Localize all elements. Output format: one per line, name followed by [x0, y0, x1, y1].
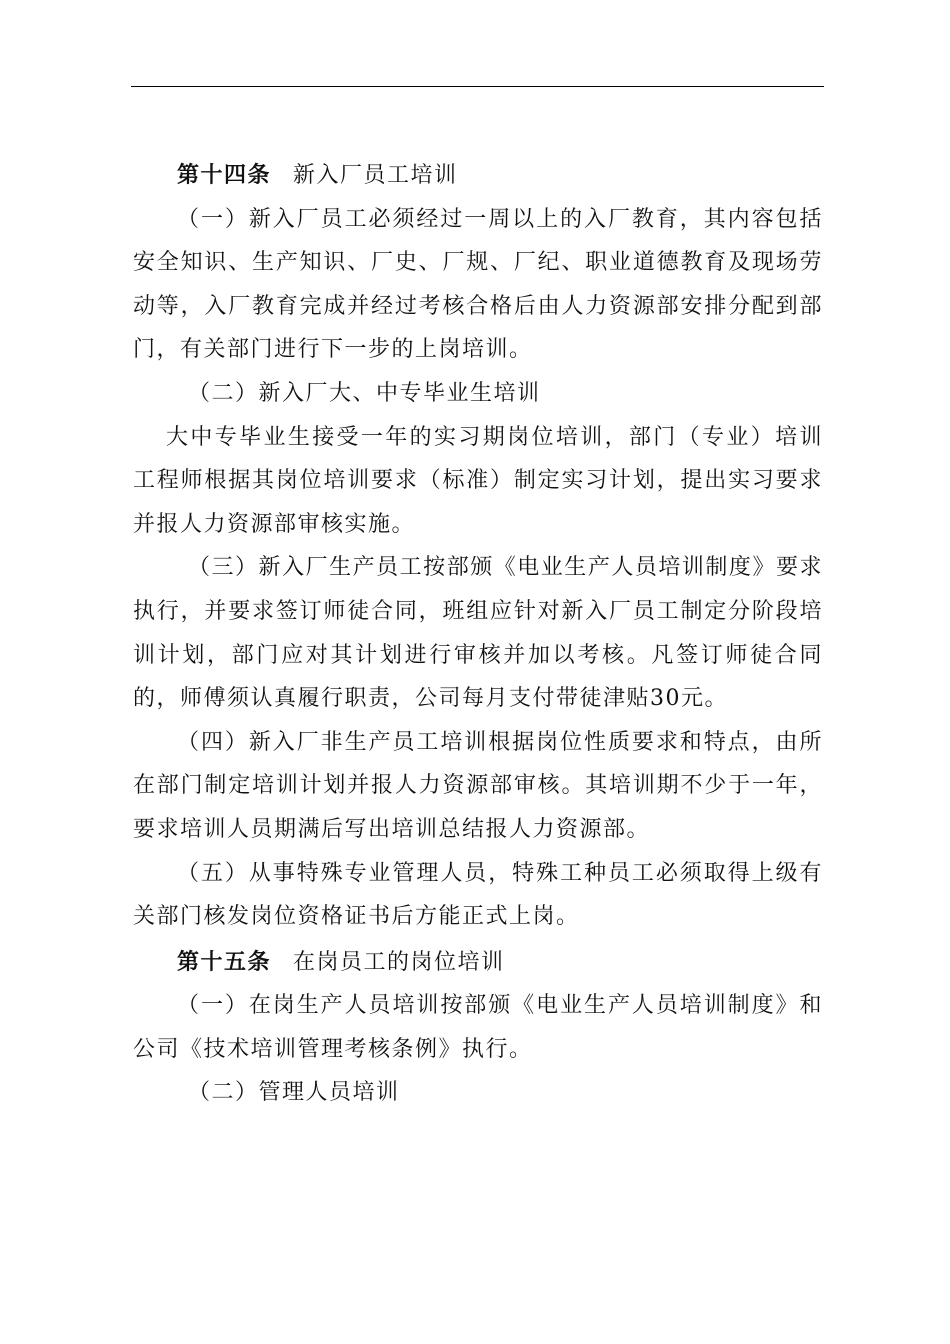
article-14-subheading-2: （二）新入厂大、中专毕业生培训 [188, 380, 541, 406]
article-14-paragraph-5: （五）从事特殊专业管理人员，特殊工种员工必须取得上级有关部门核发岗位资格证书后方能正式上岗。 [133, 860, 823, 930]
article-15-subheading-2: （二）管理人员培训 [188, 1080, 400, 1106]
article-14-paragraph-3: （三）新入厂生产员工按部颁《电业生产人员培训制度》要求执行，并要求签订师徒合同，班组应针对新入厂员工制定分阶段培训计划，部门应对其计划进行审核并加以考核。凡签订师徒合同的，师傅须认真履行职责，公司每月支付带徒津贴30元。 [133, 555, 823, 712]
article-15-heading [133, 941, 823, 985]
article-14-paragraph-4: （四）新入厂非生产员工培训根据岗位性质要求和特点，由所在部门制定培训计划并报人力资源部审核。其培训期不少于一年，要求培训人员期满后写出培训总结报人力资源部。 [133, 729, 823, 842]
header-rule [131, 86, 824, 87]
article-14-paragraph-2: 大中专毕业生接受一年的实习期岗位培训，部门（专业）培训工程师根据其岗位培训要求（标准）制定实习计划，提出实习要求并报人力资源部审核实施。 [133, 424, 823, 537]
article-14-title: 新入厂员工培训 [293, 163, 458, 188]
article-15-paragraph-1: （一）在岗生产人员培训按部颁《电业生产人员培训制度》和公司《技术培训管理考核条例》执行。 [133, 993, 823, 1062]
article-14-label: 第十四条 [177, 162, 272, 188]
article-14-heading [133, 154, 823, 198]
article-15-title: 在岗员工的岗位培训 [293, 949, 505, 975]
article-15-label: 第十五条 [177, 948, 272, 975]
document-body [133, 152, 823, 1115]
article-14-paragraph-1: （一）新入厂员工必须经过一周以上的入厂教育，其内容包括安全知识、生产知识、厂史、厂规、厂纪、职业道德教育及现场劳动等，入厂教育完成并经过考核合格后由人力资源部安排分配到部门，有关部门进行下一步的上岗培训。 [133, 206, 823, 363]
